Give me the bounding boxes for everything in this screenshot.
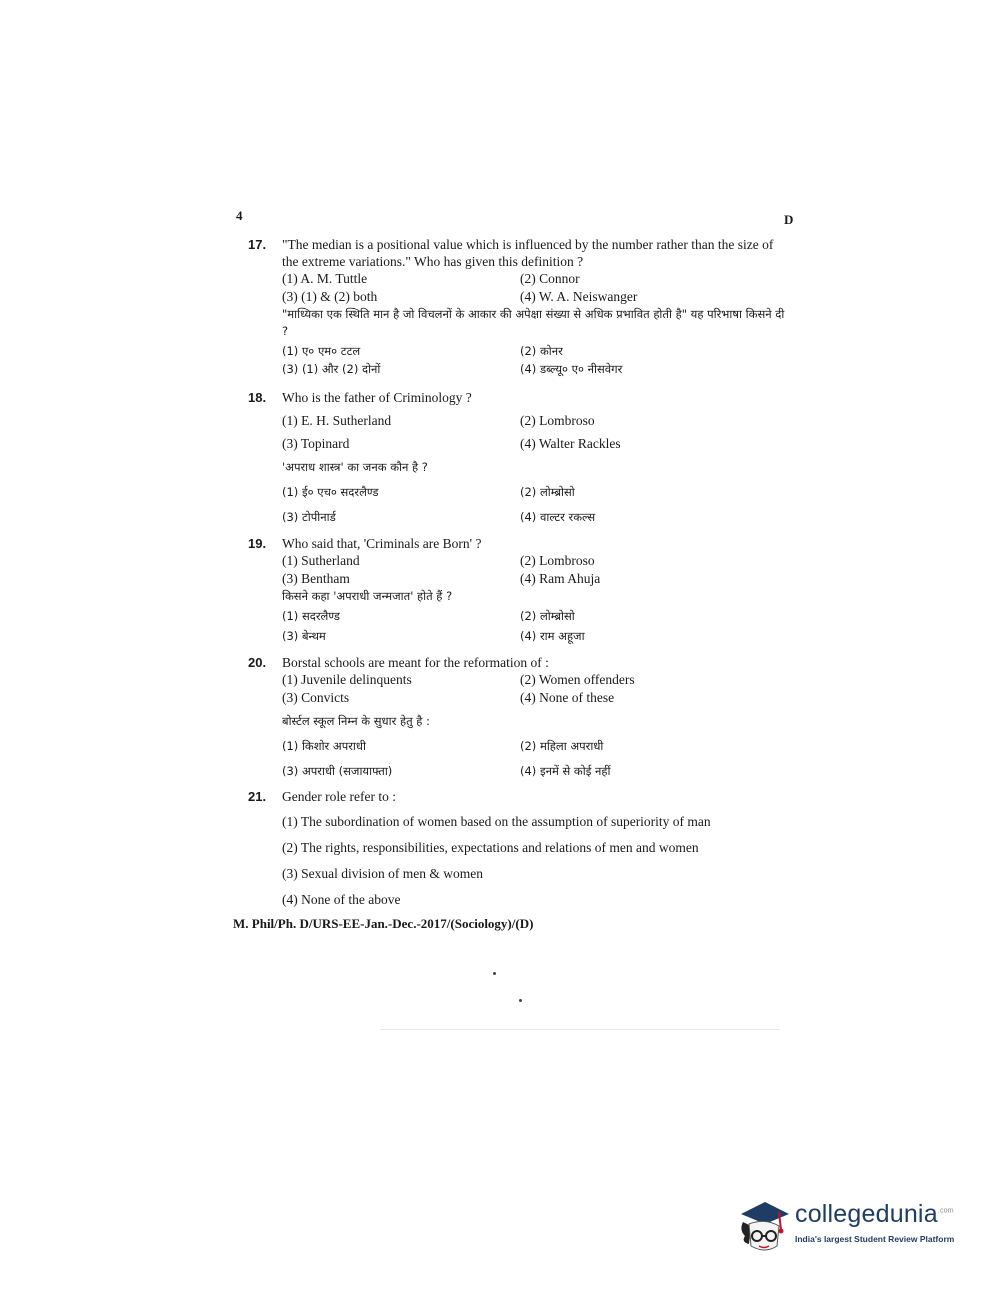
- option-2: (2) The rights, responsibilities, expectations and relations of men and women: [282, 840, 699, 855]
- question-text-hi: बोर्स्टल स्कूल निम्न के सुधार हेतु है :: [282, 714, 430, 728]
- question-number: 20.: [248, 655, 267, 670]
- option-3-hi: (3) (1) और (2) दोनों: [282, 362, 381, 376]
- question-20: [248, 654, 793, 781]
- options-row: [282, 689, 793, 707]
- options-row: [282, 435, 793, 453]
- question-text-en: Who said that, 'Criminals are Born' ?: [282, 536, 482, 551]
- options-row: [282, 570, 793, 588]
- question-text-en: Gender role refer to :: [282, 789, 396, 804]
- option-3: (3) Convicts: [282, 690, 350, 705]
- option-1: (1) Juvenile delinquents: [282, 672, 412, 687]
- mascot-icon: [735, 1196, 791, 1258]
- option-3-hi: (3) अपराधी (सजायाफ्ता): [282, 764, 393, 778]
- option-3: (3) (1) & (2) both: [282, 289, 378, 304]
- options-row: [282, 288, 793, 306]
- option-1-hi: (1) ए० एम० टटल: [282, 344, 361, 358]
- option-3: (3) Topinard: [282, 436, 350, 451]
- option-2-hi: (2) लोम्ब्रोसो: [520, 609, 575, 623]
- option-1: (1) E. H. Sutherland: [282, 413, 392, 428]
- option-4: (4) Ram Ahuja: [520, 571, 601, 586]
- logo-tagline: India's largest Student Review Platform: [795, 1234, 955, 1244]
- question-text-hi: "माध्यिका एक स्थिति मान है जो विचलनों के आकार की अपेक्षा संख्या से अधिक प्रभावित होती है" यह परिभाषा किसने दी ?: [282, 307, 785, 338]
- logo-wordmark: [795, 1200, 954, 1229]
- speck: [519, 999, 522, 1002]
- option-4-hi: (4) डब्ल्यू० ए० नीसवेगर: [520, 362, 623, 376]
- options-row-hi: [282, 509, 793, 527]
- option-4: (4) W. A. Neiswanger: [520, 289, 638, 304]
- options-row: [282, 270, 793, 288]
- set-code: D: [784, 212, 794, 227]
- options-row-hi: [282, 343, 793, 361]
- option-2-hi: (2) लोम्ब्रोसो: [520, 485, 575, 499]
- question-text-hi: किसने कहा 'अपराधी जन्मजात' होते हैं ?: [282, 589, 453, 603]
- question-21: [248, 788, 793, 913]
- logo-name: collegedunia: [795, 1200, 938, 1228]
- option-1: (1) A. M. Tuttle: [282, 271, 368, 286]
- option-2-hi: (2) महिला अपराधी: [520, 739, 604, 753]
- speck: [493, 972, 496, 975]
- option-2: (2) Lombroso: [520, 553, 595, 568]
- options-row-hi: [282, 628, 793, 646]
- option-3-hi: (3) बेन्थम: [282, 629, 326, 643]
- option-1-hi: (1) सदरलैण्ड: [282, 609, 340, 623]
- options-row-hi: [282, 738, 793, 756]
- option-3-hi: (3) टोपीनार्ड: [282, 510, 336, 524]
- collegedunia-logo: [735, 1196, 965, 1258]
- question-number: 17.: [248, 237, 267, 252]
- options-row-hi: [282, 361, 793, 379]
- option-2: (2) Women offenders: [520, 672, 635, 687]
- question-text-en: Who is the father of Criminology ?: [282, 390, 472, 405]
- options-row-hi: [282, 608, 793, 626]
- option-4-hi: (4) इनमें से कोई नहीं: [520, 764, 611, 778]
- question-18: [248, 389, 793, 527]
- option-4: (4) None of the above: [282, 892, 401, 907]
- footer-paper-code: M. Phil/Ph. D/URS-EE-Jan.-Dec.-2017/(Sociology)/(D): [233, 916, 534, 931]
- option-3: (3) Bentham: [282, 571, 350, 586]
- option-2-hi: (2) कोनर: [520, 344, 563, 358]
- question-text-hi: 'अपराध शास्त्र' का जनक कौन है ?: [282, 460, 428, 474]
- question-number: 19.: [248, 536, 267, 551]
- options-row: [282, 671, 793, 689]
- options-row: [282, 552, 793, 570]
- options-row: [282, 412, 793, 430]
- option-1-hi: (1) ई० एच० सदरलैण्ड: [282, 485, 379, 499]
- option-4-hi: (4) वाल्टर रकल्स: [520, 510, 596, 524]
- question-number: 21.: [248, 789, 267, 804]
- question-text-en: Borstal schools are meant for the reformation of :: [282, 655, 549, 670]
- option-4: (4) Walter Rackles: [520, 436, 621, 451]
- options-row-hi: [282, 763, 793, 781]
- question-19: [248, 535, 793, 646]
- option-1-hi: (1) किशोर अपराधी: [282, 739, 366, 753]
- option-2: (2) Connor: [520, 271, 580, 286]
- option-3: (3) Sexual division of men & women: [282, 866, 483, 881]
- question-text-en: "The median is a positional value which is influenced by the number rather than the size of the extreme variations." Who has given this definition ?: [282, 237, 774, 269]
- option-1: (1) Sutherland: [282, 553, 360, 568]
- question-number: 18.: [248, 390, 267, 405]
- logo-suffix: .com: [937, 1207, 954, 1215]
- option-4-hi: (4) राम अहूजा: [520, 629, 585, 643]
- page-number: 4: [236, 208, 243, 223]
- option-1: (1) The subordination of women based on the assumption of superiority of man: [282, 814, 711, 829]
- options-row-hi: [282, 484, 793, 502]
- question-17: [248, 236, 793, 379]
- option-2: (2) Lombroso: [520, 413, 595, 428]
- option-4: (4) None of these: [520, 690, 615, 705]
- faint-divider: [380, 1029, 780, 1030]
